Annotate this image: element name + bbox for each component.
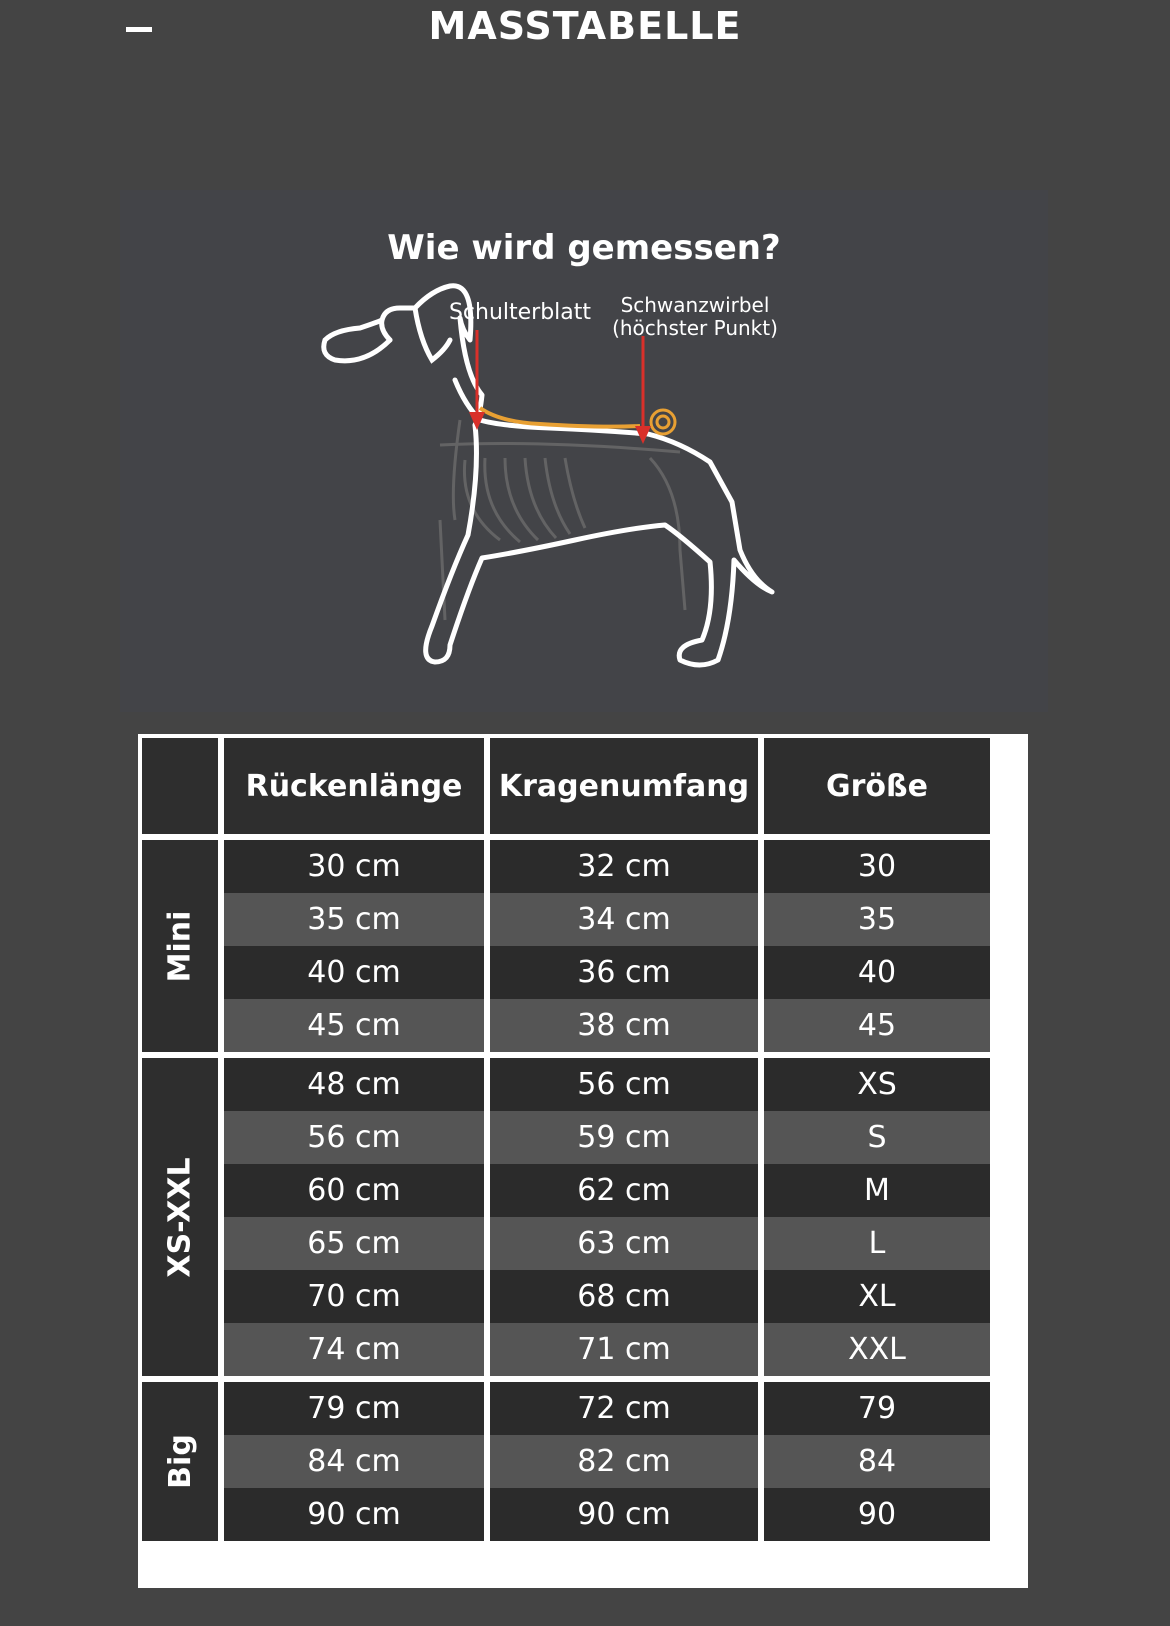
cell-back-length: 70 cm [224, 1270, 484, 1323]
cell-back-length: 84 cm [224, 1435, 484, 1488]
cell-size: 90 [764, 1488, 990, 1541]
cell-size: 30 [764, 840, 990, 893]
cell-collar: 34 cm [490, 893, 758, 946]
cell-size: XL [764, 1270, 990, 1323]
group-label: Mini [162, 910, 198, 982]
column-header: Größe [764, 738, 990, 834]
cell-back-length: 35 cm [224, 893, 484, 946]
cell-back-length: 60 cm [224, 1164, 484, 1217]
cell-collar: 38 cm [490, 999, 758, 1052]
cell-size: 45 [764, 999, 990, 1052]
column-header: Kragenumfang [490, 738, 758, 834]
cell-collar: 72 cm [490, 1382, 758, 1435]
figure-title: Wie wird gemessen? [387, 228, 781, 268]
cell-back-length: 65 cm [224, 1217, 484, 1270]
cell-back-length: 79 cm [224, 1382, 484, 1435]
cell-size: XXL [764, 1323, 990, 1376]
cell-back-length: 90 cm [224, 1488, 484, 1541]
cell-size: 35 [764, 893, 990, 946]
label-tail-line2: (höchster Punkt) [612, 316, 778, 340]
cell-size: XS [764, 1058, 990, 1111]
label-shoulder: Schulterblatt [448, 300, 592, 325]
cell-collar: 32 cm [490, 840, 758, 893]
cell-back-length: 45 cm [224, 999, 484, 1052]
dog-outline [382, 286, 772, 665]
cell-size: S [764, 1111, 990, 1164]
group-label-cell [142, 1382, 218, 1541]
cell-collar: 71 cm [490, 1323, 758, 1376]
cell-collar: 56 cm [490, 1058, 758, 1111]
group-label-cell [142, 840, 218, 1052]
label-tail [570, 294, 820, 340]
cell-collar: 62 cm [490, 1164, 758, 1217]
size-table [138, 734, 1028, 1588]
cell-back-length: 30 cm [224, 840, 484, 893]
tail-spiral-icon [651, 410, 675, 434]
cell-size: 79 [764, 1382, 990, 1435]
column-header: Rückenlänge [224, 738, 484, 834]
cell-collar: 63 cm [490, 1217, 758, 1270]
cell-size: 84 [764, 1435, 990, 1488]
header-corner [142, 738, 218, 834]
cell-back-length: 74 cm [224, 1323, 484, 1376]
cell-collar: 68 cm [490, 1270, 758, 1323]
cell-back-length: 56 cm [224, 1111, 484, 1164]
group-label-cell [142, 1058, 218, 1376]
group-label: Big [162, 1434, 198, 1489]
cell-back-length: 40 cm [224, 946, 484, 999]
cell-collar: 82 cm [490, 1435, 758, 1488]
cell-size: 40 [764, 946, 990, 999]
cell-collar: 59 cm [490, 1111, 758, 1164]
dog-illustration [120, 190, 1048, 712]
page-title: MASSTABELLE [428, 4, 742, 48]
cell-collar: 90 cm [490, 1488, 758, 1541]
cell-back-length: 48 cm [224, 1058, 484, 1111]
measurement-figure [120, 190, 1048, 712]
tail-arrow-icon [635, 336, 651, 444]
header [0, 0, 1170, 60]
cell-collar: 36 cm [490, 946, 758, 999]
cell-size: M [764, 1164, 990, 1217]
label-tail-line1: Schwanzwirbel [620, 293, 770, 317]
cell-size: L [764, 1217, 990, 1270]
group-label: XS-XXL [162, 1156, 198, 1278]
